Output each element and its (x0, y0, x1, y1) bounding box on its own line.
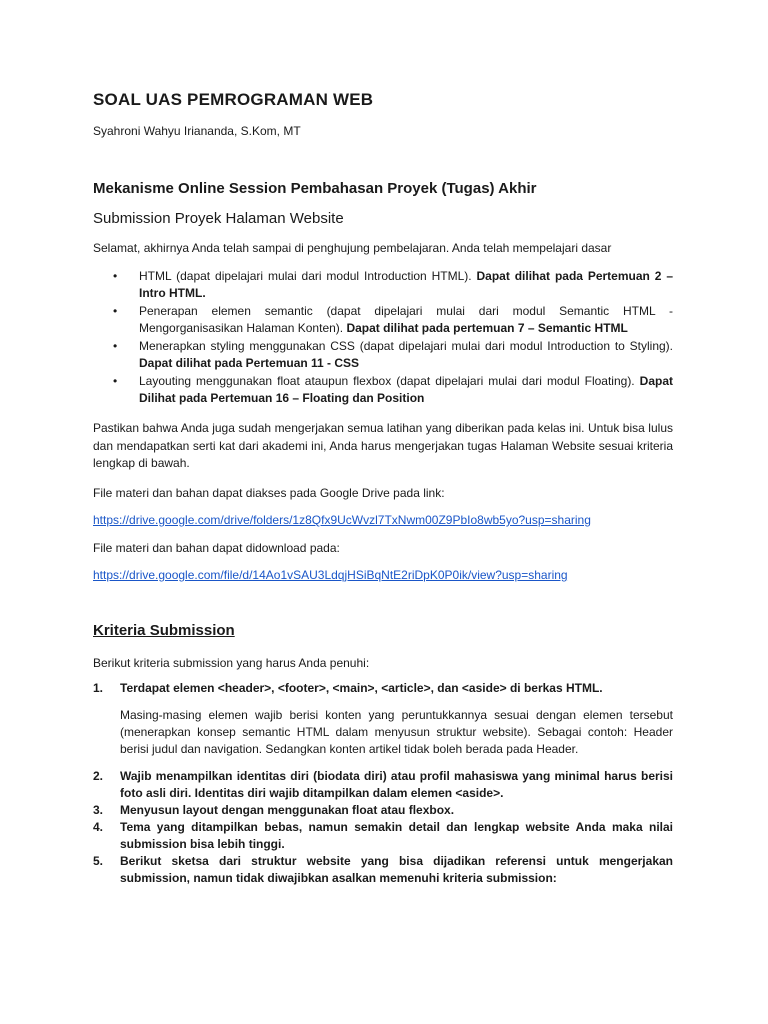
download-label: File materi dan bahan dapat didownload pada: (93, 541, 340, 555)
section-heading: Mekanisme Online Session Pembahasan Proyek (Tugas) Akhir (93, 180, 537, 197)
list-item: • HTML (dapat dipelajari mulai dari modul Introduction HTML). Dapat dilihat pada Pertemuan 2 – Intro HTML. (113, 268, 673, 302)
list-item: • Penerapan elemen semantic (dapat dipelajari mulai dari modul Semantic HTML - Mengorganisasikan Halaman Konten). Dapat dilihat pada pertemuan 7 – Semantic HTML (113, 303, 673, 337)
kriteria-heading: Kriteria Submission (93, 622, 235, 639)
criteria-detail: Masing-masing elemen wajib berisi konten yang peruntukkannya sesuai dengan elemen tersebut (menerapkan konsep semantic HTML dalam menyusun struktur website). Sebagai contoh: Header berisi judul dan navigation. Sedangkan konten artikel tidak boleh berada pada Header. (120, 708, 673, 756)
drive-folder-link[interactable]: https://drive.google.com/drive/folders/1z8Qfx9UcWvzl7TxNwm00Z9PbIo8wb5yo?usp=sharing (93, 513, 591, 527)
drive-label: File materi dan bahan dapat diakses pada Google Drive pada link: (93, 486, 445, 500)
author-line: Syahroni Wahyu Iriananda, S.Kom, MT (93, 124, 301, 138)
criteria-item: 3. Menyusun layout dengan menggunakan float atau flexbox. (93, 803, 455, 817)
criteria-item: 5. Berikut sketsa dari struktur website yang bisa dijadikan referensi untuk mengerjakan submission, namun tidak diwajibkan asalkan memenuhi kriteria submission: (93, 854, 673, 885)
kriteria-intro: Berikut kriteria submission yang harus Anda penuhi: (93, 656, 370, 670)
criteria-item: 2. Wajib menampilkan identitas diri (biodata diri) atau profil mahasiswa yang minimal harus berisi foto asli diri. Identitas diri wajib ditampilkan dalam elemen <aside>. (93, 769, 673, 800)
instruction-paragraph: Pastikan bahwa Anda juga sudah mengerjakan semua latihan yang diberikan pada kelas ini. Untuk bisa lulus dan mendapatkan serti kat dari akademi ini, Anda harus mengerjakan tugas Halaman Website sesuai kriteria lengkap di bawah. (93, 421, 673, 470)
intro-paragraph: Selamat, akhirnya Anda telah sampai di penghujung pembelajaran. Anda telah mempelajari dasar (93, 241, 612, 255)
topic-bullet-list (113, 268, 673, 408)
criteria-item: 1. Terdapat elemen <header>, <footer>, <main>, <article>, dan <aside> di berkas HTML. Masing-masing elemen wajib berisi konten yang peruntukkannya sesuai dengan elemen tersebut (menerapkan konsep semantic HTML dalam menyusun struktur website). Sebagai contoh: Header berisi judul dan navigation. Sedangkan konten artikel tidak boleh berada pada Header. (93, 681, 673, 756)
criteria-item: 4. Tema yang ditampilkan bebas, namun semakin detail dan lengkap website Anda maka nilai submission bisa lebih tinggi. (93, 820, 673, 851)
list-item: • Menerapkan styling menggunakan CSS (dapat dipelajari mulai dari modul Introduction to Styling). Dapat dilihat pada Pertemuan 11 - CSS (113, 338, 673, 372)
list-item: • Layouting menggunakan float ataupun flexbox (dapat dipelajari mulai dari modul Floating). Dapat Dilihat pada Pertemuan 16 – Floating dan Position (113, 373, 673, 407)
section-subheading: Submission Proyek Halaman Website (93, 210, 344, 227)
download-file-link[interactable]: https://drive.google.com/file/d/14Ao1vSAU3LdqjHSiBqNtE2riDpK0P0ik/view?usp=sharing (93, 568, 568, 582)
document-title: SOAL UAS PEMROGRAMAN WEB (93, 90, 374, 109)
criteria-list (93, 680, 673, 887)
